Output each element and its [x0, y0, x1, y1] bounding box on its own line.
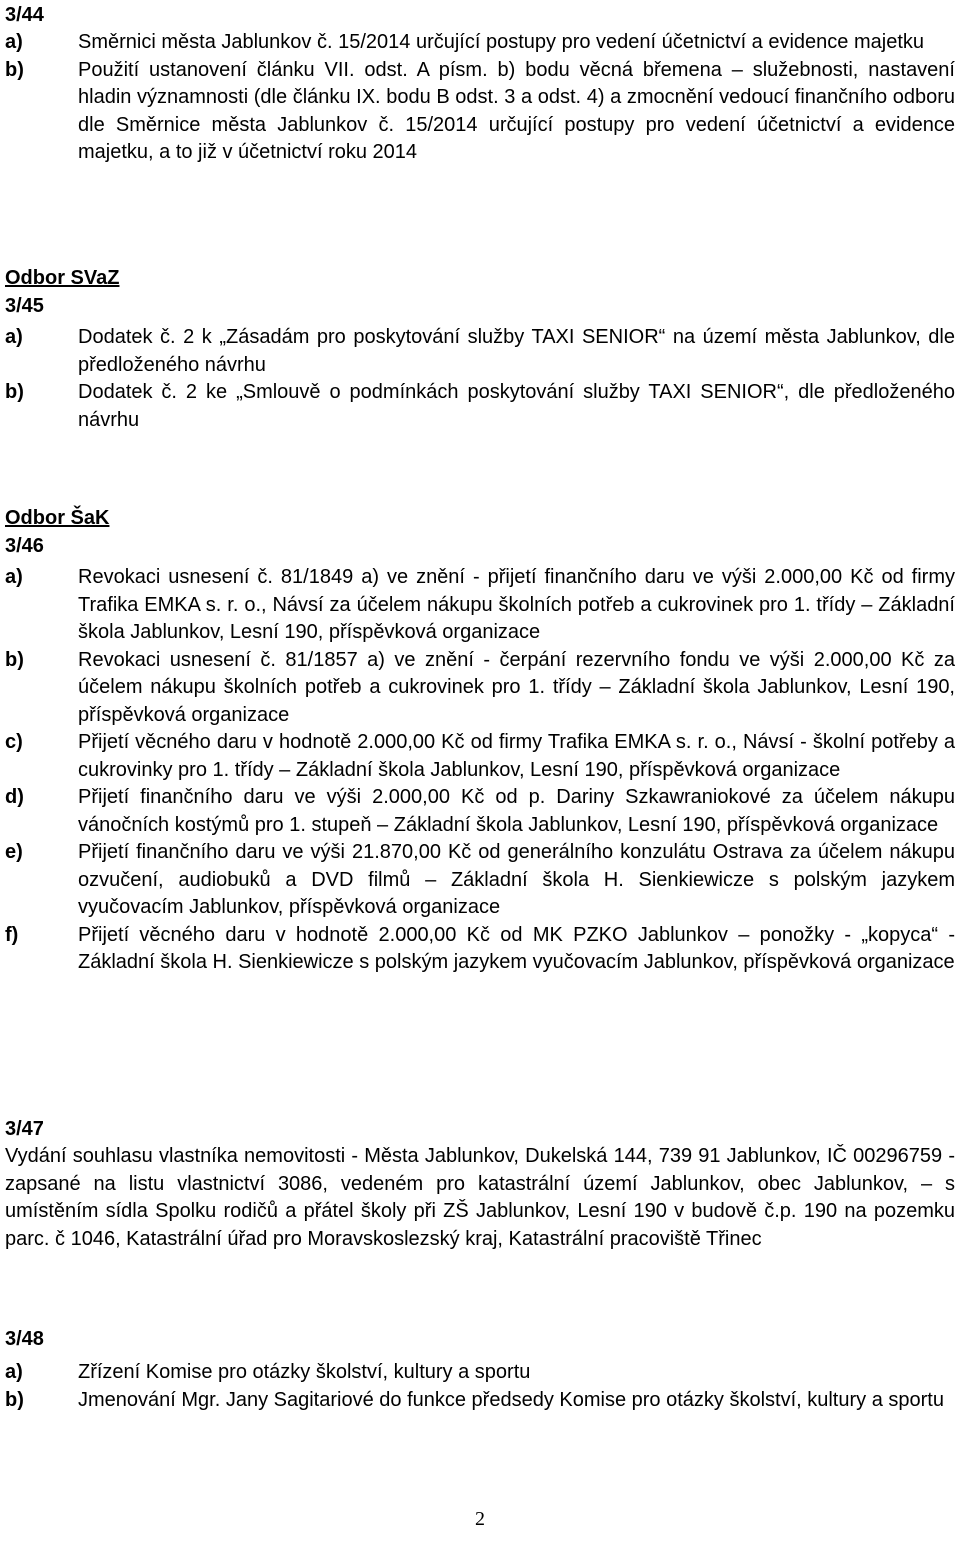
resolution-number: 3/45 [5, 295, 44, 317]
item-text: Přijetí věcného daru v hodnotě 2.000,00 Kč od MK PZKO Jablunkov – ponožky - „kopyca“ - Základní škola H. Sienkiewicze s polským jazykem vyučovacím Jablunkov, příspěvková organizace [78, 923, 955, 973]
list-item [5, 839, 955, 922]
item-label: a) [5, 1361, 23, 1383]
list-item [5, 324, 955, 379]
item-label: a) [5, 31, 23, 53]
item-text: Jmenování Mgr. Jany Sagitariové do funkce předsedy Komise pro otázky školství, kultury a sportu [78, 1388, 944, 1411]
list-item [5, 647, 955, 730]
section-3-48 [5, 1327, 955, 1414]
resolution-number: 3/44 [5, 4, 44, 26]
item-label: b) [5, 58, 24, 81]
resolution-number: 3/47 [5, 1118, 44, 1140]
page-number: 2 [475, 1508, 485, 1530]
section-3-44 [5, 0, 955, 167]
item-text: Přijetí finančního daru ve výši 21.870,00 Kč od generálního konzulátu Ostrava za účelem nákupu ozvučení, audiobuků a DVD filmů – Základní škola H. Sienkiewicze s polským jazykem vyučovacím Jablunkov, příspěvková organizace [78, 841, 955, 918]
department-heading: Odbor ŠaK [5, 507, 110, 529]
resolution-text: Vydání souhlasu vlastníka nemovitosti - Města Jablunkov, Dukelská 144, 739 91 Jablunkov, IČ 00296759 - zapsané na listu vlastnictví 3086, vedeném pro katastrální území Jablunkov, obec Jablunkov, – s umístěním sídla Spolku rodičů a přátel školy při ZŠ Jablunkov, Lesní 190 v budově č.p. 190 na pozemku parc. č 1046, Katastrální úřad pro Moravskoslezský kraj, Katastrální pracoviště Třinec [5, 1145, 955, 1250]
resolution-number: 3/48 [5, 1328, 44, 1350]
item-text: Použití ustanovení článku VII. odst. A písm. b) bodu věcná břemena – služebnosti, nastavení hladin významnosti (dle článku IX. bodu B odst. 3 a odst. 4) a zmocnění vedoucí finančního odboru dle Směrnice města Jablunkov č. 15/2014 určující postupy pro vedení účetnictví a evidence majetku, a to již v účetnictví roku 2014 [78, 58, 955, 163]
item-label: b) [5, 381, 24, 403]
list-item [5, 564, 955, 647]
item-label: a) [5, 566, 23, 588]
item-text: Dodatek č. 2 k „Zásadám pro poskytování služby TAXI SENIOR“ na území města Jablunkov, dle předloženého návrhu [78, 326, 955, 376]
list-item [5, 1359, 955, 1387]
item-text: Přijetí věcného daru v hodnotě 2.000,00 Kč od firmy Trafika EMKA s. r. o., Návsí - školní potřeby a cukrovinky pro 1. třídy – Základní škola Jablunkov, Lesní 190, příspěvková organizace [78, 731, 955, 781]
item-label: d) [5, 786, 24, 808]
item-text: Revokaci usnesení č. 81/1849 a) ve znění - přijetí finančního daru ve výši 2.000,00 Kč od firmy Trafika EMKA s. r. o., Návsí za účelem nákupu školních potřeb a cukrovinek pro 1. třídy – Základní škola Jablunkov, Lesní 190, příspěvková organizace [78, 566, 955, 643]
list-item [5, 1387, 955, 1415]
section-3-47 [5, 1117, 955, 1253]
list-item [5, 784, 955, 839]
list-item [5, 29, 955, 57]
section-odbor-sak [5, 506, 955, 977]
item-text: Přijetí finančního daru ve výši 2.000,00 Kč od p. Dariny Szkawraniokové za účelem nákupu vánočních kostýmů pro 1. stupeň – Základní škola Jablunkov, Lesní 190, příspěvková organizace [78, 786, 955, 836]
department-heading: Odbor SVaZ [5, 267, 120, 289]
section-odbor-svaz [5, 266, 955, 434]
item-text: Dodatek č. 2 ke „Smlouvě o podmínkách poskytování služby TAXI SENIOR“, dle předloženého návrhu [78, 381, 955, 431]
list-item [5, 57, 955, 167]
list-item [5, 379, 955, 434]
resolution-number: 3/46 [5, 535, 44, 557]
item-text: Revokaci usnesení č. 81/1857 a) ve znění - čerpání rezervního fondu ve výši 2.000,00 Kč za účelem nákupu školních potřeb a cukrovinek pro 1. třídy – Základní škola Jablunkov, Lesní 190, příspěvková organizace [78, 648, 955, 726]
item-text: Směrnici města Jablunkov č. 15/2014 určující postupy pro vedení účetnictví a evidence majetku [78, 31, 925, 53]
list-item [5, 729, 955, 784]
item-label: a) [5, 326, 23, 348]
item-label: c) [5, 731, 23, 753]
item-label: f) [5, 923, 19, 946]
list-item [5, 922, 955, 977]
item-label: b) [5, 648, 24, 671]
item-label: e) [5, 841, 23, 863]
item-label: b) [5, 1388, 24, 1411]
item-text: Zřízení Komise pro otázky školství, kultury a sportu [78, 1361, 531, 1383]
